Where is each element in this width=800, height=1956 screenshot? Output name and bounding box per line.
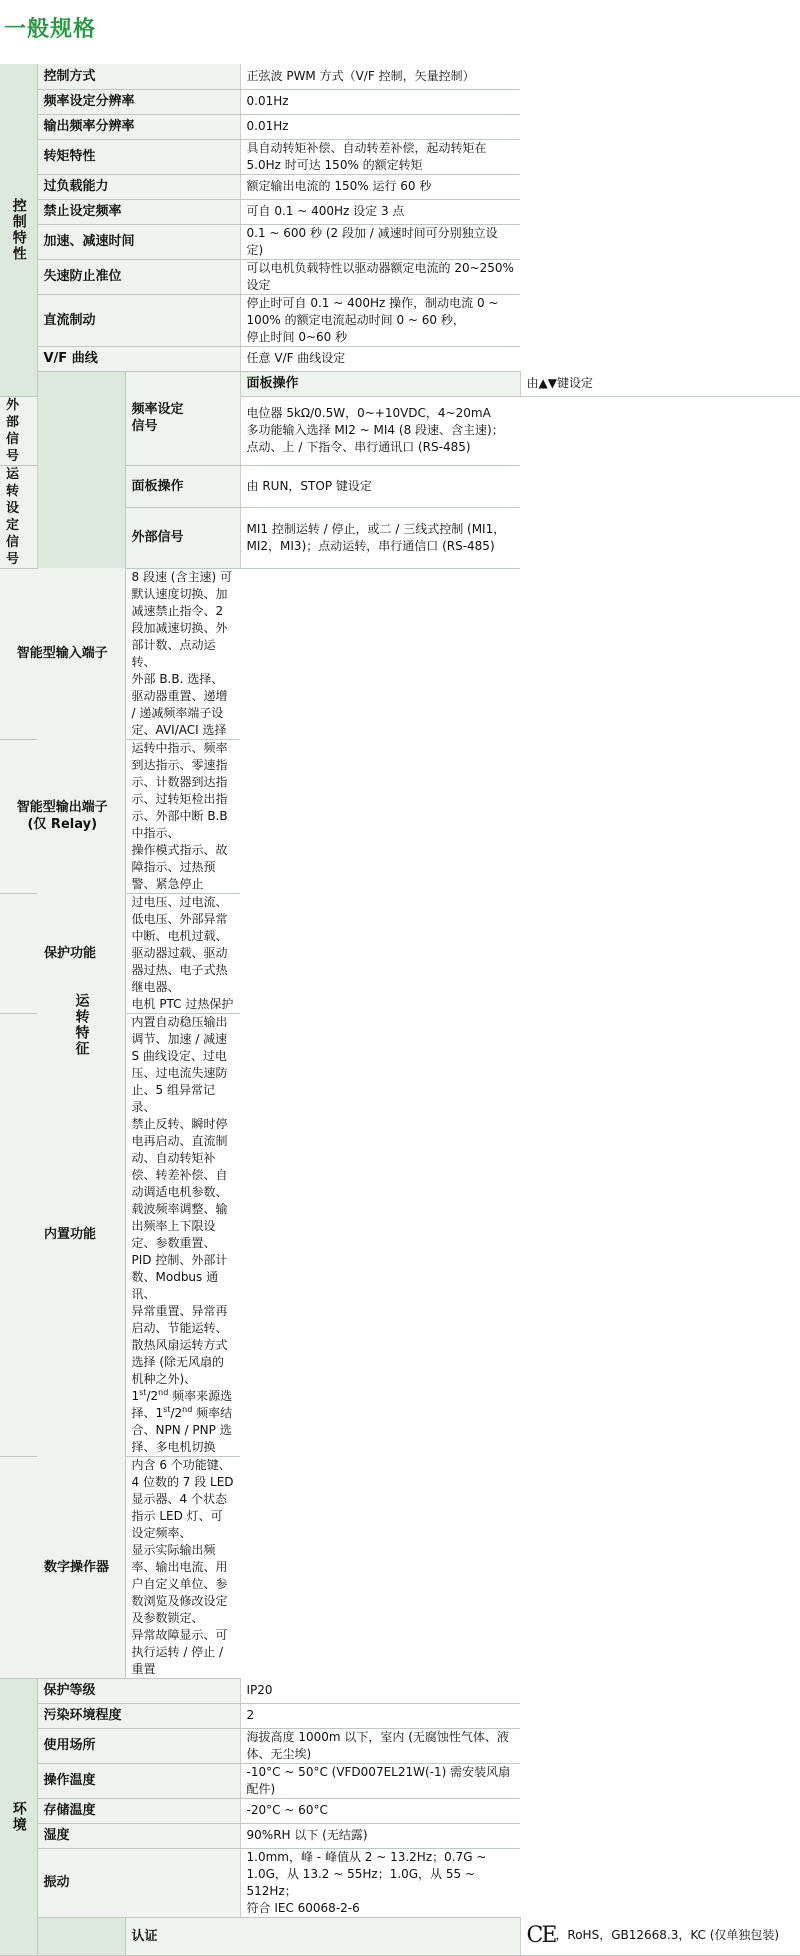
ce-mark-icon: CE [526, 1923, 556, 1949]
row-value: 由▲▼键设定 [520, 371, 800, 396]
value-line: 操作模式指示、故障指示、过热预警、紧急停止 [131, 842, 228, 891]
row-value [520, 1917, 800, 1955]
row-value: 可以电机负载特性以驱动器额定电流的 20~250% 设定 [240, 259, 520, 294]
table-row [0, 224, 800, 259]
table-row [0, 739, 800, 893]
spec-table [0, 64, 800, 1956]
table-row [0, 568, 800, 739]
sub-label: 面板操作 [240, 371, 520, 396]
value-line: 停止时间 0~60 秒 [246, 329, 348, 344]
category-label: 环境 [10, 1800, 27, 1833]
table-row [0, 371, 800, 396]
table-row [0, 1728, 800, 1763]
value-line: 过电压、过电流、低电压、外部异常中断、电机过载、驱动器过载、驱动器过热、电子式热继电器、 [131, 894, 228, 994]
row-label: 保护等级 [37, 1678, 240, 1703]
table-row [0, 1823, 800, 1848]
sub-label: 外部信号 [0, 396, 37, 465]
value-line: 禁止反转、瞬时停电再启动、直流制动、自动转矩补偿、转差补偿、自动调适电机参数、 [131, 1116, 228, 1199]
row-label: 认证 [125, 1917, 520, 1955]
row-label: 存储温度 [37, 1798, 240, 1823]
value-line: 显示实际输出频率、输出电流、用户自定义单位、参数浏览及修改设定及参数锁定、 [131, 1542, 228, 1625]
table-row [0, 1917, 800, 1955]
row-label: 湿度 [37, 1823, 240, 1848]
row-label: 控制方式 [37, 64, 240, 89]
row-label: 转矩特性 [37, 139, 240, 174]
row-label: 智能型输入端子 [0, 568, 125, 739]
table-row [0, 1763, 800, 1798]
row-value: 额定输出电流的 150% 运行 60 秒 [240, 174, 520, 199]
text-part: /2 [170, 1405, 183, 1420]
sub-label: 外部信号 [125, 508, 240, 568]
cert-text: ，RoHS，GB12668.3，KC (仅单独包装) [555, 1928, 780, 1943]
value-line: 8 段速 (含主速) 可默认速度切换、加减速禁止指令、2 段加减速切换、外部计数、点动运转、 [131, 569, 232, 669]
category-blank [37, 1917, 125, 1955]
value-line: 内置自动稳压输出调节、加速 / 减速 S 曲线设定、过电压、过电流失速防止、5 组异常记录、 [131, 1014, 228, 1114]
row-value: MI1 控制运转 / 停止，或二 / 三线式控制 (MI1，MI2，MI3)；点动运转，串行通信口 (RS-485) [240, 508, 520, 568]
row-value: 正弦波 PWM 方式（V/F 控制，矢量控制） [240, 64, 520, 89]
table-row [0, 1798, 800, 1823]
row-label: 智能型输出端子 (仅 Relay) [0, 739, 125, 893]
row-value: 任意 V/F 曲线设定 [240, 346, 520, 371]
row-value [240, 294, 520, 346]
table-row [0, 139, 800, 174]
row-value: IP20 [240, 1678, 520, 1703]
table-row [0, 1456, 800, 1678]
row-label: 振动 [37, 1848, 240, 1917]
superscript: st [139, 1387, 147, 1397]
value-line: 外部 B.B. 选择、驱动器重置、递增 / 递减频率端子设定、AVI/ACI 选择 [131, 671, 228, 737]
value-line: 运转中指示、频率到达指示、零速指示、计数器到达指示、过转矩检出指示、外部中断 B.B 中指示、 [131, 740, 228, 840]
row-label: 污染环境程度 [37, 1703, 240, 1728]
value-line: 内含 6 个功能键、4 位数的 7 段 LED 显示器、4 个状态指示 LED 灯、可设定频率、 [131, 1457, 234, 1540]
row-label: 使用场所 [37, 1728, 240, 1763]
value-line: 电机 PTC 过热保护 [131, 996, 234, 1011]
label-line: 运转设定 [6, 466, 20, 533]
value-line: 1.0mm，峰 - 峰值从 2 ~ 13.2Hz；0.7G ~ 1.0G，从 13.2 ~ 55Hz；1.0G，从 55 ~ 512Hz； [246, 1849, 487, 1898]
row-label: 过负载能力 [37, 174, 240, 199]
value-line: 异常故障显示、可执行运转 / 停止 / 重置 [131, 1627, 228, 1676]
row-label: V/F 曲线 [37, 346, 240, 371]
row-label: 操作温度 [37, 1763, 240, 1798]
table-row [0, 89, 800, 114]
row-label [125, 371, 240, 465]
superscript: nd [182, 1404, 193, 1414]
superscript: nd [158, 1387, 169, 1397]
value-line: 载波频率调整、输出频率上下限设定、参数重置、PID 控制、外部计数、Modbus 通讯、 [131, 1201, 228, 1301]
row-label: 保护功能 [0, 893, 125, 1013]
text-part: /2 [146, 1388, 159, 1403]
row-label [0, 465, 37, 568]
row-label: 频率设定分辨率 [37, 89, 240, 114]
text-part: 1 [131, 1388, 140, 1403]
table-row [0, 64, 800, 89]
row-label: 输出频率分辨率 [37, 114, 240, 139]
table-row [0, 1678, 800, 1703]
category-label: 运转特征 [73, 992, 90, 1057]
row-value: 可自 0.1 ~ 400Hz 设定 3 点 [240, 199, 520, 224]
row-value: 2 [240, 1703, 520, 1728]
table-row [0, 174, 800, 199]
row-value [240, 1848, 520, 1917]
sub-label: 面板操作 [125, 465, 240, 508]
row-value [125, 739, 240, 893]
table-row [0, 114, 800, 139]
row-label: 数字操作器 [0, 1456, 125, 1678]
row-label: 禁止设定频率 [37, 199, 240, 224]
row-value [240, 396, 520, 465]
value-line: 电位器 5kΩ/0.5W，0~+10VDC，4~20mA [246, 406, 491, 420]
value-line: 符合 IEC 60068-2-6 [246, 1900, 360, 1915]
value-line [132, 1388, 235, 1456]
row-value [125, 1456, 240, 1678]
table-row [0, 346, 800, 371]
table-row [0, 1013, 800, 1456]
table-row [0, 893, 800, 1013]
table-row [0, 1848, 800, 1917]
row-value: -10°C ~ 50°C (VFD007EL21W(-1) 需安装风扇配件) [240, 1763, 520, 1798]
category-environment [0, 1678, 37, 1955]
value-line: 多功能输入选择 MI2 ~ MI4 (8 段速、含主速)；点动、上 / 下指令、串行通讯口 (RS-485) [246, 423, 504, 454]
category-label: 控制特性 [10, 197, 27, 262]
row-label: 失速防止准位 [37, 259, 240, 294]
row-value: 由 RUN，STOP 键设定 [240, 465, 520, 508]
label-line: 信号 [6, 534, 20, 567]
row-value: 具自动转矩补偿、自动转差补偿，起动转矩在 5.0Hz 时可达 150% 的额定转矩 [240, 139, 520, 174]
label-line: 频率设定 [131, 402, 184, 417]
row-label: 直流制动 [37, 294, 240, 346]
superscript: st [163, 1404, 171, 1414]
row-label: 内置功能 [0, 1013, 125, 1456]
row-value: 0.01Hz [240, 114, 520, 139]
row-label: 加速、减速时间 [37, 224, 240, 259]
category-control [0, 64, 37, 396]
table-row [0, 259, 800, 294]
table-row [0, 199, 800, 224]
row-value: 0.1 ~ 600 秒 (2 段加 / 减速时间可分别独立设定) [240, 224, 520, 259]
table-row [0, 294, 800, 346]
row-value [125, 1013, 240, 1456]
row-value [125, 568, 240, 739]
value-line: 停止时可自 0.1 ~ 400Hz 操作，制动电流 0 ~ 100% 的额定电流起动时间 0 ~ 60 秒， [246, 295, 499, 327]
label-line: 信号 [131, 419, 158, 434]
page-title: 一般规格 [4, 17, 97, 42]
row-value: 海拔高度 1000m 以下，室内 (无腐蚀性气体、液体、无尘埃) [240, 1728, 520, 1763]
text-part: 频率来源选择、1 [131, 1388, 233, 1420]
table-row [0, 1703, 800, 1728]
row-value [125, 893, 240, 1013]
value-line: 异常重置、异常再启动、节能运转、散热风扇运转方式选择 (除无风扇的机种之外)、 [131, 1303, 228, 1386]
text-part: 频率结合、NPN / PNP 选择、多电机切换 [131, 1405, 233, 1454]
row-value: 0.01Hz [240, 89, 520, 114]
row-value: -20°C ~ 60°C [240, 1798, 520, 1823]
row-value: 90%RH 以下 (无结露) [240, 1823, 520, 1848]
